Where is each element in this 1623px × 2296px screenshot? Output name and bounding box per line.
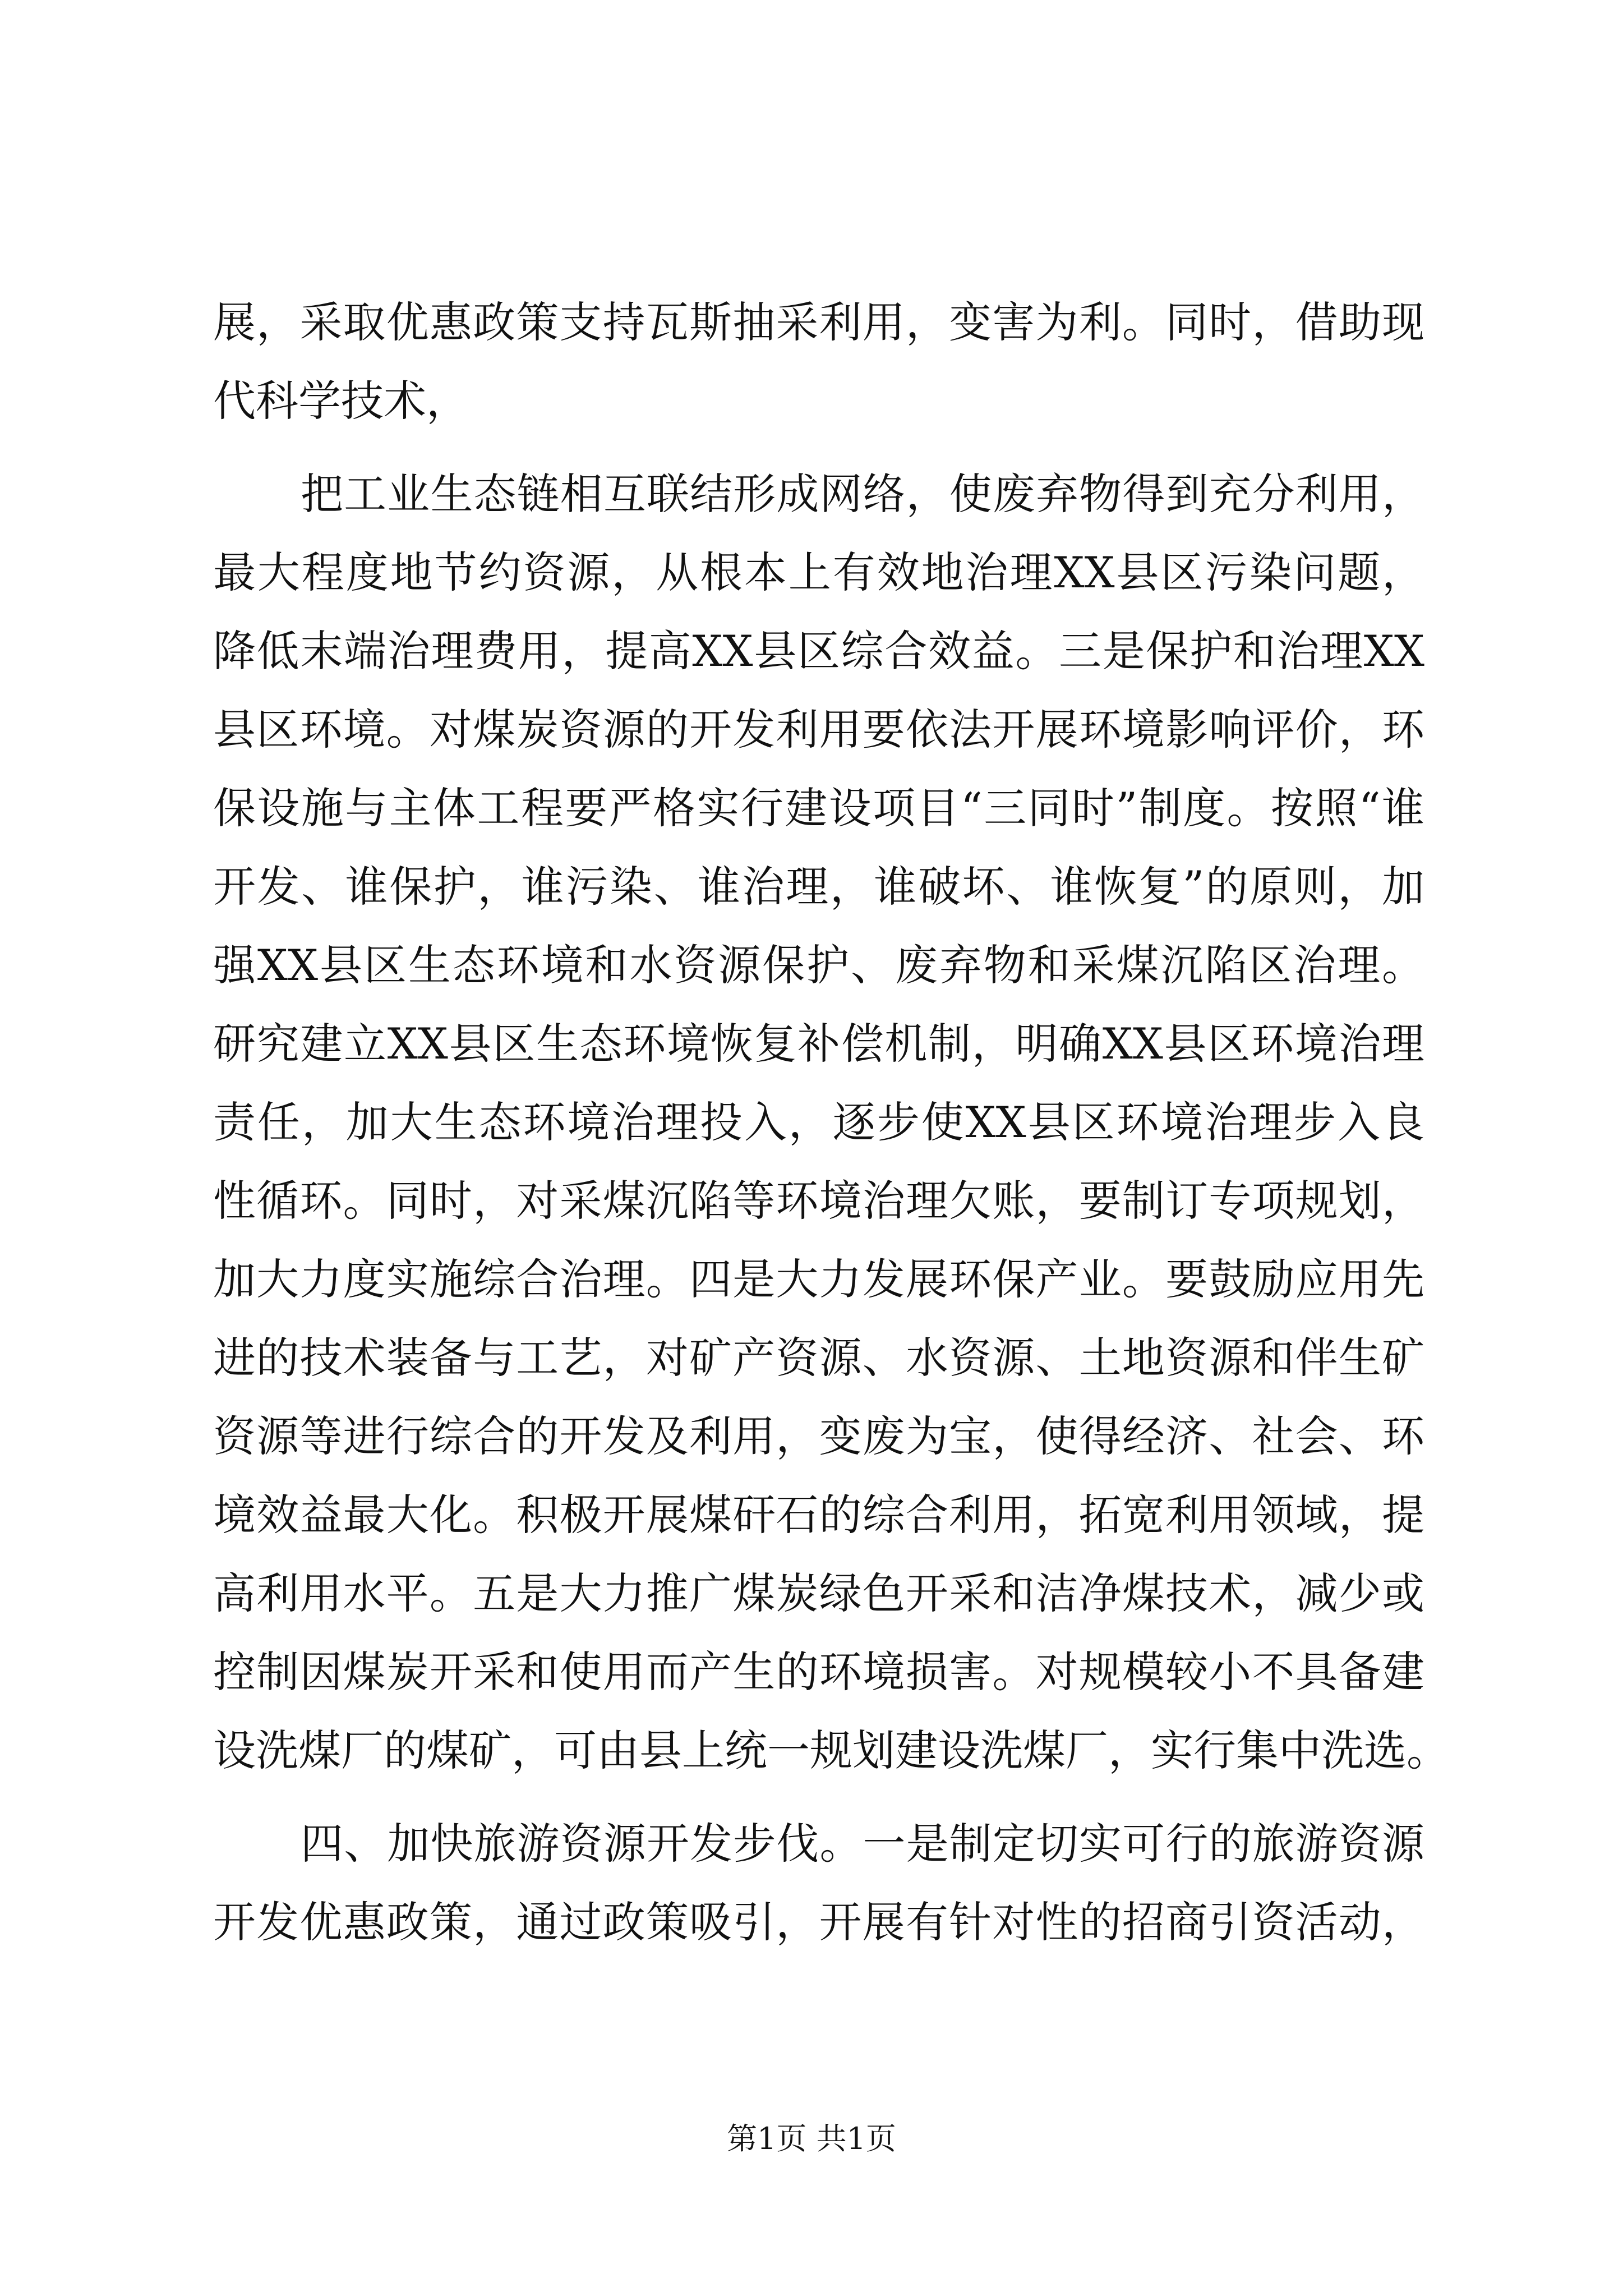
page-footer: 第1页 共1页 bbox=[727, 2121, 896, 2156]
text-line: 展，采取优惠政策支持瓦斯抽采利用，变害为利。同时，借助现 bbox=[213, 297, 1424, 347]
text-line: 境效益最大化。积极开展煤矸石的综合利用，拓宽利用领域，提 bbox=[213, 1490, 1424, 1540]
text-line: 加大力度实施综合治理。四是大力发展环保产业。要鼓励应用先 bbox=[213, 1254, 1424, 1304]
text-line: 高利用水平。五是大力推广煤炭绿色开采和洁净煤技术，减少或 bbox=[213, 1568, 1424, 1618]
text-line: 把工业生态链相互联结形成网络，使废弃物得到充分利用， bbox=[301, 469, 1424, 519]
text-line: 四、加快旅游资源开发步伐。一是制定切实可行的旅游资源 bbox=[301, 1819, 1424, 1869]
text-line: 开发、谁保护，谁污染、谁治理，谁破坏、谁恢复”的原则，加 bbox=[213, 862, 1424, 912]
text-line: 县区环境。对煤炭资源的开发利用要依法开展环境影响评价，环 bbox=[213, 705, 1424, 754]
text-line: 责任，加大生态环境治理投入，逐步使XX县区环境治理步入良 bbox=[213, 1097, 1424, 1147]
text-line: 进的技术装备与工艺，对矿产资源、水资源、土地资源和伴生矿 bbox=[213, 1333, 1424, 1383]
text-line: 资源等进行综合的开发及利用，变废为宝，使得经济、社会、环 bbox=[213, 1411, 1424, 1461]
text-line: 最大程度地节约资源，从根本上有效地治理XX县区污染问题， bbox=[213, 547, 1424, 597]
text-line: 性循环。同时，对采煤沉陷等环境治理欠账，要制订专项规划， bbox=[213, 1176, 1424, 1226]
text-line: 研究建立XX县区生态环境恢复补偿机制，明确XX县区环境治理 bbox=[213, 1019, 1424, 1069]
text-line: 保设施与主体工程要严格实行建设项目“三同时”制度。按照“谁 bbox=[213, 783, 1424, 833]
text-line: 开发优惠政策，通过政策吸引，开展有针对性的招商引资活动， bbox=[213, 1897, 1424, 1947]
text-line: 代科学技术， bbox=[213, 376, 469, 426]
text-line: 控制因煤炭开采和使用而产生的环境损害。对规模较小不具备建 bbox=[213, 1647, 1424, 1697]
text-line: 降低末端治理费用，提高XX县区综合效益。三是保护和治理XX bbox=[213, 626, 1424, 676]
text-line: 强XX县区生态环境和水资源保护、废弃物和采煤沉陷区治理。 bbox=[213, 940, 1424, 990]
text-line: 设洗煤厂的煤矿，可由县上统一规划建设洗煤厂，实行集中洗选。 bbox=[213, 1726, 1449, 1775]
